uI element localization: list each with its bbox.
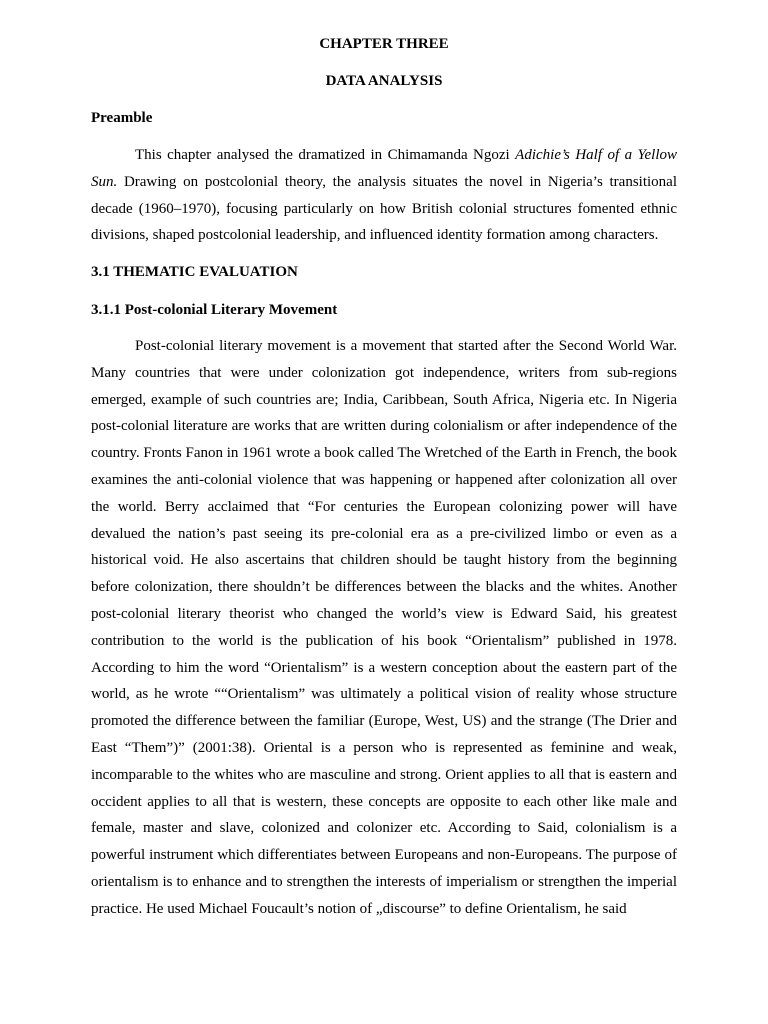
preamble-heading: Preamble (91, 110, 153, 126)
section-heading: 3.1 THEMATIC EVALUATION (91, 264, 298, 280)
chapter-number-heading: CHAPTER THREE (319, 36, 449, 52)
preamble-text-start: This chapter analysed the dramatized in Chimamanda Ngozi (135, 147, 516, 163)
preamble-paragraph (91, 142, 677, 249)
preamble-book-title: Adichie’s Half of a Yellow Sun. (91, 147, 677, 190)
chapter-title-heading: DATA ANALYSIS (325, 73, 443, 89)
preamble-text-end: Drawing on postcolonial theory, the analysis situates the novel in Nigeria’s transitional decade (1960–1970), focusing particularly on how British colonial structures fomented ethnic divisions, shaped postcolonial leadership, and influenced identity formation among characters. (91, 173, 677, 244)
subsection-heading: 3.1.1 Post-colonial Literary Movement (91, 302, 338, 318)
subsection-body-paragraph: Post-colonial literary movement is a movement that started after the Second World War. Many countries that were under colonization got independence, writers from sub-regions emerged, example of such countries are; India, Caribbean, South Africa, Nigeria etc. In Nigeria post-colonial literature are works that are written during colonialism or after independence of the country. Fronts Fanon in 1961 wrote a book called The Wretched of the Earth in French, the book examines the anti-colonial violence that was happening or happened after colonization all over the world. Berry acclaimed that “For centuries the European colonizing power will have devalued the nation’s past seeing its pre-colonial era as a pre-civilized limbo or even as a historical void. He also ascertains that children should be taught history from the beginning before colonization, there shouldn’t be differences between the blacks and the whites. Another post-colonial literary theorist who changed the world’s view is Edward Said, his greatest contribution to the world is the publication of his book “Orientalism” published in 1978. According to him the word “Orientalism” is a western conception about the eastern part of the world, as he wrote ““Orientalism” was ultimately a political vision of reality whose structure promoted the difference between the familiar (Europe, West, US) and the strange (The Drier and East “Them”)” (2001:38). Oriental is a person who is represented as feminine and weak, incomparable to the whites who are masculine and strong. Orient applies to all that is eastern and occident applies to all that is western, these concepts are opposite to each other like male and female, master and slave, colonized and colonizer etc. According to Said, colonialism is a powerful instrument which differentiates between Europeans and non-Europeans. The purpose of orientalism is to enhance and to strengthen the interests of imperialism or strengthen the imperial practice. He used Michael Foucault’s notion of „discourse” to define Orientalism, he said (91, 338, 677, 917)
